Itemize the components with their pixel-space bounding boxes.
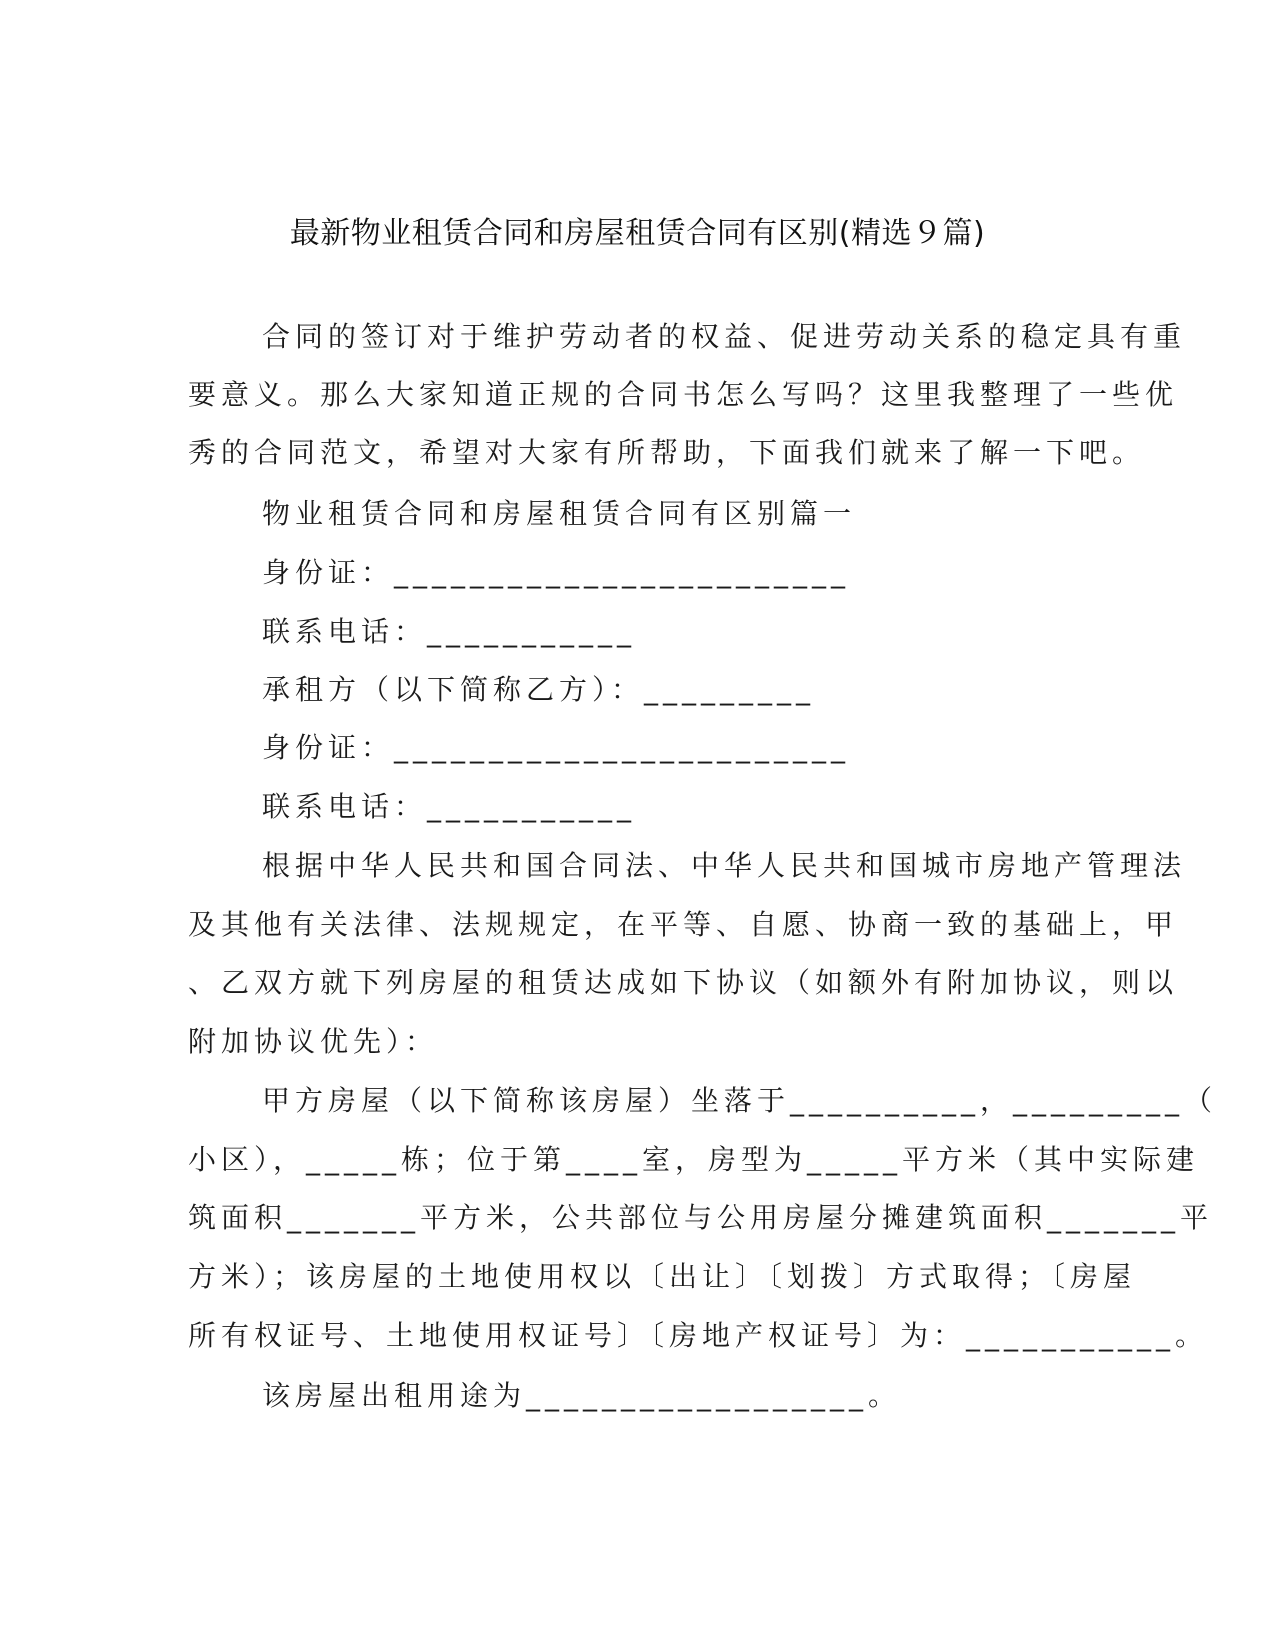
phone-field-2: 联系电话：___________ (262, 790, 637, 823)
section-heading: 物业租赁合同和房屋租赁合同有区别篇一 (262, 497, 857, 530)
property-line-2: 小区），_____栋；位于第____室，房型为_____平方米（其中实际建 (188, 1143, 1200, 1176)
property-line-1: 甲方房屋（以下简称该房屋）坐落于__________，_________（ (262, 1084, 1218, 1117)
basis-line-2: 及其他有关法律、法规规定，在平等、自愿、协商一致的基础上，甲 (188, 908, 1179, 941)
intro-line-1: 合同的签订对于维护劳动者的权益、促进劳动关系的稳定具有重 (262, 320, 1187, 353)
id-card-field-2: 身份证：________________________ (262, 731, 851, 764)
property-line-3: 筑面积_______平方米，公共部位与公用房屋分摊建筑面积_______平 (188, 1201, 1214, 1234)
id-card-field-1: 身份证：________________________ (262, 556, 851, 589)
document-title: 最新物业租赁合同和房屋租赁合同有区别(精选９篇) (289, 216, 986, 251)
phone-field-1: 联系电话：___________ (262, 615, 637, 648)
intro-line-3: 秀的合同范文，希望对大家有所帮助，下面我们就来了解一下吧。 (188, 436, 1146, 469)
usage-line: 该房屋出租用途为__________________。 (262, 1379, 902, 1412)
basis-line-1: 根据中华人民共和国合同法、中华人民共和国城市房地产管理法 (262, 849, 1187, 882)
property-line-4: 方米）；该房屋的土地使用权以〔出让〕〔划拨〕方式取得；〔房屋 (188, 1260, 1137, 1293)
basis-line-3: 、乙双方就下列房屋的租赁达成如下协议（如额外有附加协议，则以 (188, 966, 1179, 999)
basis-line-4: 附加协议优先）： (188, 1025, 439, 1058)
intro-line-2: 要意义。那么大家知道正规的合同书怎么写吗？这里我整理了一些优 (188, 378, 1179, 411)
tenant-field: 承租方（以下简称乙方）：_________ (262, 673, 816, 706)
property-line-5: 所有权证号、土地使用权证号〕〔房地产权证号〕为：___________。 (188, 1319, 1209, 1352)
